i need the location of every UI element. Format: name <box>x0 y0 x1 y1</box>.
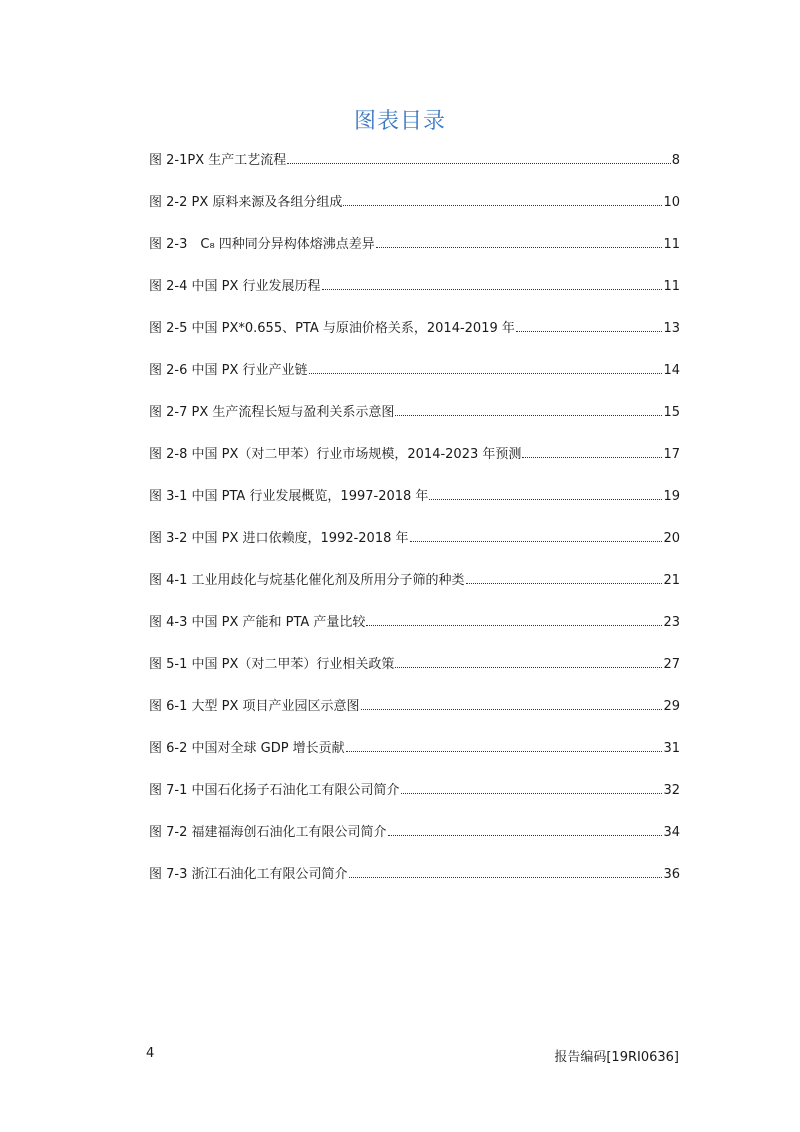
table-of-figures <box>149 150 680 906</box>
toc-entry-label: 图 7-2 福建福海创石油化工有限公司简介 <box>149 825 387 840</box>
toc-entry-page: 36 <box>663 867 680 882</box>
toc-leader-dots <box>401 780 663 794</box>
toc-entry-page: 31 <box>663 741 680 756</box>
toc-entry[interactable] <box>149 276 680 318</box>
toc-entry[interactable] <box>149 234 680 276</box>
toc-entry[interactable] <box>149 696 680 738</box>
toc-entry-label: 图 2-1PX 生产工艺流程 <box>149 153 287 168</box>
toc-entry-page: 20 <box>663 531 680 546</box>
toc-entry[interactable] <box>149 192 680 234</box>
toc-entry-page: 15 <box>663 405 680 420</box>
toc-entry[interactable] <box>149 402 680 444</box>
toc-leader-dots <box>343 192 662 206</box>
toc-entry-label: 图 2-8 中国 PX（对二甲苯）行业市场规模，2014-2023 年预测 <box>149 447 522 462</box>
toc-entry-label: 图 6-2 中国对全球 GDP 增长贡献 <box>149 741 345 756</box>
toc-entry-label: 图 6-1 大型 PX 项目产业园区示意图 <box>149 699 360 714</box>
toc-leader-dots <box>366 612 662 626</box>
toc-entry-page: 11 <box>663 279 680 294</box>
toc-entry-page: 23 <box>663 615 680 630</box>
toc-entry[interactable] <box>149 612 680 654</box>
toc-leader-dots <box>388 822 663 836</box>
toc-leader-dots <box>376 234 663 248</box>
toc-entry-page: 21 <box>663 573 680 588</box>
toc-leader-dots <box>466 570 663 584</box>
toc-entry-page: 29 <box>663 699 680 714</box>
toc-entry[interactable] <box>149 822 680 864</box>
toc-entry-page: 8 <box>671 153 680 168</box>
toc-entry-label: 图 2-3 C₈ 四种同分异构体熔沸点差异 <box>149 237 375 252</box>
toc-leader-dots <box>516 318 663 332</box>
toc-entry-label: 图 7-1 中国石化扬子石油化工有限公司简介 <box>149 783 400 798</box>
toc-entry-page: 19 <box>663 489 680 504</box>
toc-entry-label: 图 3-1 中国 PTA 行业发展概览，1997-2018 年 <box>149 489 429 504</box>
toc-entry[interactable] <box>149 780 680 822</box>
toc-entry[interactable] <box>149 570 680 612</box>
page-title: 图表目录 <box>353 109 446 134</box>
toc-leader-dots <box>429 486 662 500</box>
toc-leader-dots <box>322 276 663 290</box>
toc-entry[interactable] <box>149 528 680 570</box>
toc-leader-dots <box>349 864 663 878</box>
toc-entry[interactable] <box>149 654 680 696</box>
toc-entry[interactable] <box>149 444 680 486</box>
toc-entry-label: 图 7-3 浙江石油化工有限公司简介 <box>149 867 348 882</box>
toc-leader-dots <box>346 738 663 752</box>
toc-leader-dots <box>309 360 663 374</box>
toc-entry-page: 17 <box>663 447 680 462</box>
toc-entry-page: 14 <box>663 363 680 378</box>
toc-entry[interactable] <box>149 486 680 528</box>
toc-entry-page: 10 <box>663 195 680 210</box>
toc-leader-dots <box>287 150 670 164</box>
toc-leader-dots <box>522 444 662 458</box>
toc-leader-dots <box>410 528 663 542</box>
report-code: 报告编码[19RI0636] <box>554 1050 679 1065</box>
toc-leader-dots <box>395 654 662 668</box>
toc-entry-label: 图 2-5 中国 PX*0.655、PTA 与原油价格关系，2014-2019 年 <box>149 321 515 336</box>
toc-entry[interactable] <box>149 150 680 192</box>
toc-entry[interactable] <box>149 738 680 780</box>
toc-entry-label: 图 3-2 中国 PX 进口依赖度，1992-2018 年 <box>149 531 409 546</box>
toc-entry-label: 图 2-4 中国 PX 行业发展历程 <box>149 279 321 294</box>
toc-entry[interactable] <box>149 864 680 906</box>
toc-entry-page: 34 <box>663 825 680 840</box>
toc-entry-label: 图 2-2 PX 原料来源及各组分组成 <box>149 195 343 210</box>
toc-leader-dots <box>395 402 662 416</box>
toc-entry-page: 11 <box>663 237 680 252</box>
toc-entry[interactable] <box>149 318 680 360</box>
toc-entry-page: 32 <box>663 783 680 798</box>
toc-entry-page: 27 <box>663 657 680 672</box>
toc-entry[interactable] <box>149 360 680 402</box>
toc-leader-dots <box>361 696 663 710</box>
page-number: 4 <box>146 1046 155 1061</box>
toc-entry-label: 图 5-1 中国 PX（对二甲苯）行业相关政策 <box>149 657 395 672</box>
toc-entry-label: 图 4-1 工业用歧化与烷基化催化剂及所用分子筛的种类 <box>149 573 465 588</box>
toc-entry-label: 图 2-6 中国 PX 行业产业链 <box>149 363 308 378</box>
toc-entry-label: 图 4-3 中国 PX 产能和 PTA 产量比较 <box>149 615 366 630</box>
toc-entry-page: 13 <box>663 321 680 336</box>
toc-entry-label: 图 2-7 PX 生产流程长短与盈利关系示意图 <box>149 405 395 420</box>
